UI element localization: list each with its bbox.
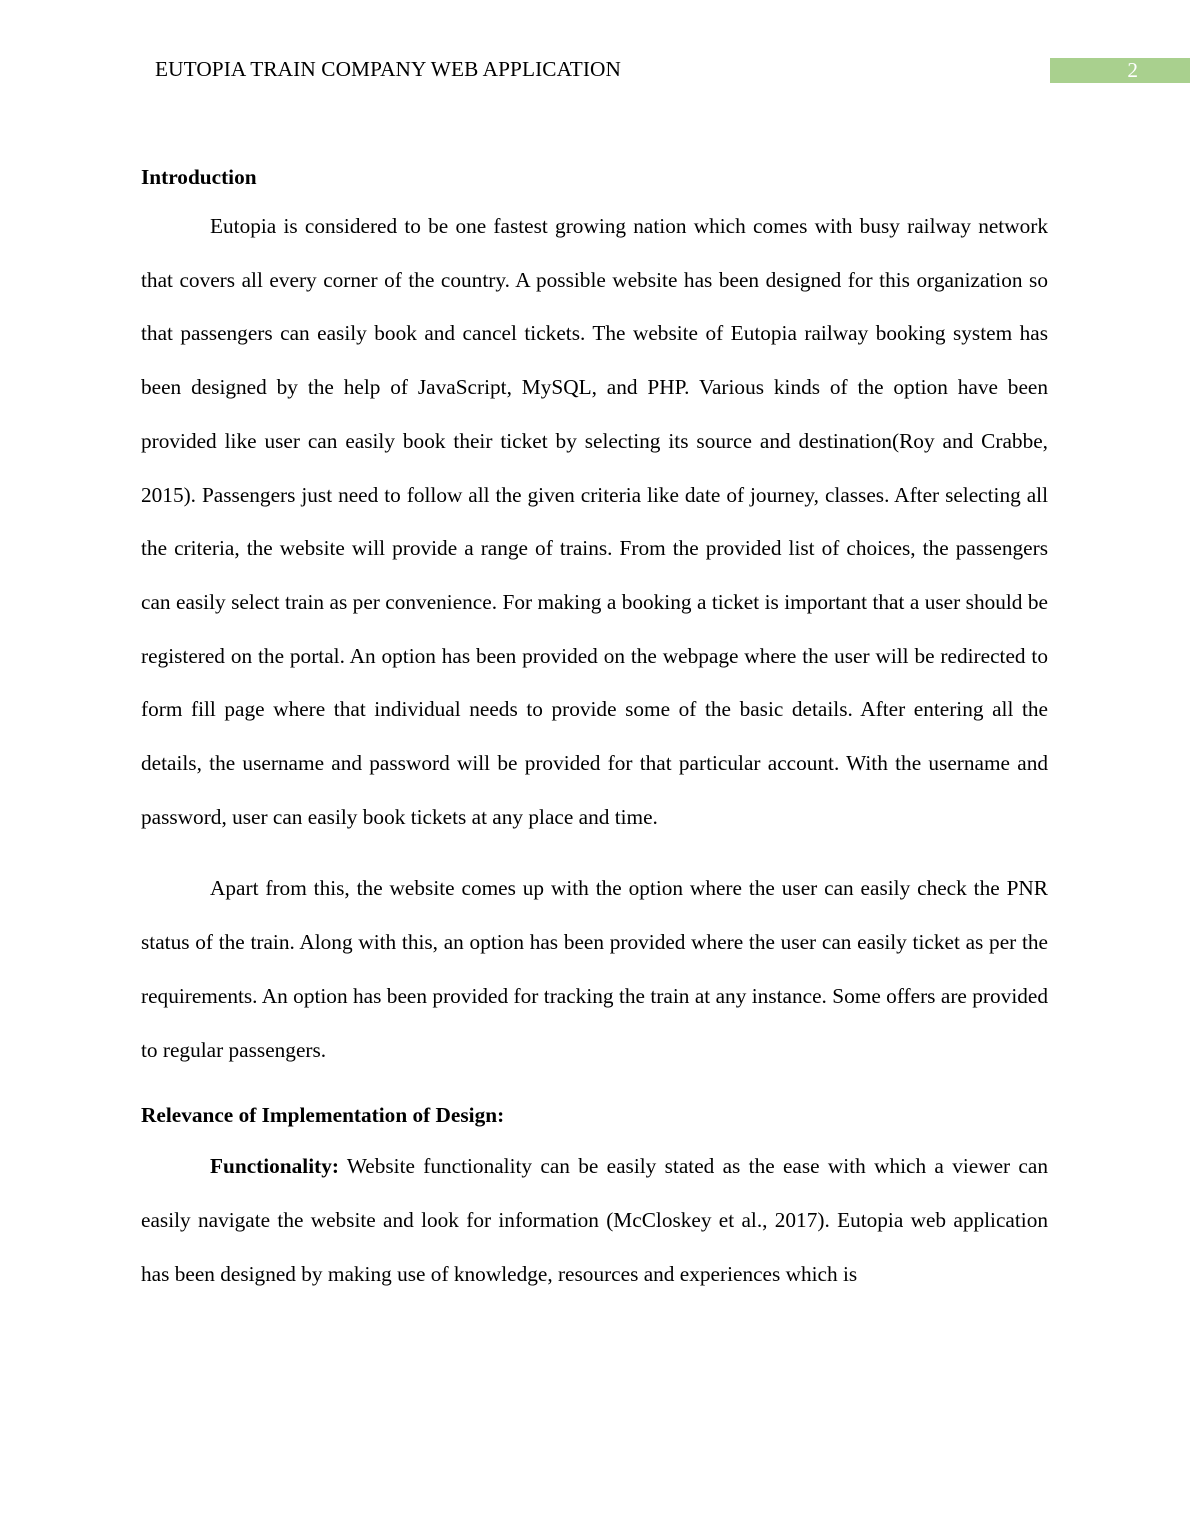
document-body [141, 157, 1048, 1301]
functionality-paragraph [141, 1140, 1048, 1301]
relevance-heading: Relevance of Implementation of Design: [141, 1103, 505, 1128]
functionality-label: Functionality: [210, 1154, 339, 1179]
page-number: 2 [1127, 58, 1138, 82]
introduction-paragraph-1: Eutopia is considered to be one fastest growing nation which comes with busy railway network that covers all every corner of the country. A possible website has been designed for this organization so that passengers can easily book and cancel tickets. The website of Eutopia railway booking system has been designed by the help of JavaScript, MySQL, and PHP. Various kinds of the option have been provided like user can easily book their ticket by selecting its source and destination(Roy and Crabbe, 2015). Passengers just need to follow all the given criteria like date of journey, classes. After selecting all the criteria, the website will provide a range of trains. From the provided list of choices, the passengers can easily select train as per convenience. For making a booking a ticket is important that a user should be registered on the portal. An option has been provided on the webpage where the user will be redirected to form fill page where that individual needs to provide some of the basic details. After entering all the details, the username and password will be provided for that particular account. With the username and password, user can easily book tickets at any place and time. [141, 214, 1048, 829]
running-head: EUTOPIA TRAIN COMPANY WEB APPLICATION [155, 57, 621, 81]
introduction-heading: Introduction [141, 165, 257, 189]
introduction-paragraph-2: Apart from this, the website comes up with the option where the user can easily check the PNR status of the train. Along with this, an option has been provided where the user can easily ticket as per the requirements. An option has been provided for tracking the train at any instance. Some offers are provided to regular passengers. [141, 876, 1048, 1062]
page-number-box [1050, 58, 1190, 83]
functionality-text: Website functionality can be easily stated as the ease with which a viewer can easily navigate the website and look for information (McCloskey et al., 2017). Eutopia web application has been designed by making use of knowledge, resources and experiences which is [141, 1154, 1048, 1286]
